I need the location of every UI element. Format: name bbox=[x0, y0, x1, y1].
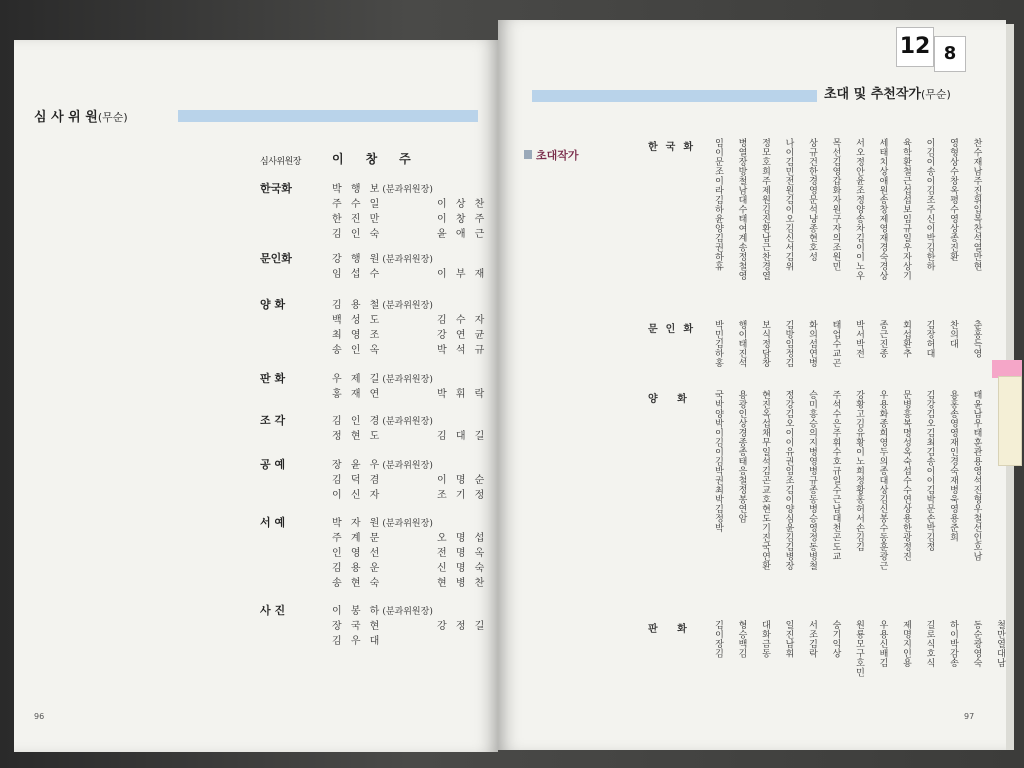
category-marker bbox=[524, 150, 532, 159]
judge-name: 오 명 섭 bbox=[437, 533, 488, 544]
section-label: 서 예 bbox=[260, 516, 286, 529]
judge-row bbox=[332, 486, 487, 501]
artist-column: 찬의대 bbox=[948, 320, 958, 349]
judge-row bbox=[332, 370, 433, 385]
judge-row bbox=[332, 559, 487, 574]
artist-column: 나이김민전원김이오김신서김위 bbox=[783, 138, 794, 271]
judge-name: 최 영 조 bbox=[332, 330, 383, 341]
genre-label: 한국화 bbox=[648, 142, 701, 153]
artists-header-bar bbox=[532, 90, 817, 102]
artist-column: 우용신배김 bbox=[877, 620, 888, 668]
judge-name: 박 자 원 bbox=[332, 518, 383, 529]
judge-role-note: (분과위원장) bbox=[382, 519, 433, 529]
artist-column: 숭기익상 bbox=[830, 620, 841, 658]
left-page bbox=[14, 40, 498, 752]
artist-column: 행이태진석 bbox=[736, 320, 747, 368]
judge-name: 송 현 숙 bbox=[332, 578, 383, 589]
artist-column: 임이문조이라김하윤양김권하휴 bbox=[713, 138, 723, 271]
judge-name: 김 인 숙 bbox=[332, 229, 383, 240]
chief-judge-name: 이창주 bbox=[332, 152, 433, 166]
judge-row bbox=[332, 456, 433, 471]
judge-row bbox=[332, 529, 487, 544]
judge-row bbox=[332, 574, 487, 589]
judge-role-note: (분과위원장) bbox=[382, 301, 433, 311]
artist-column: 형승백김 bbox=[736, 620, 747, 658]
judge-row bbox=[332, 544, 487, 559]
judge-row bbox=[332, 210, 487, 225]
artist-column: 철만열대남 bbox=[995, 620, 1005, 668]
artists-title-note: (무순) bbox=[920, 88, 951, 101]
judge-name: 김 인 경 bbox=[332, 416, 383, 427]
judge-name: 강 정 길 bbox=[437, 621, 488, 632]
artist-column: 박민김하홍 bbox=[713, 320, 723, 368]
judge-role-note: (분과위원장) bbox=[382, 185, 433, 195]
artist-column: 대화금동 bbox=[760, 620, 770, 658]
paper-tab-flag bbox=[998, 376, 1022, 466]
section-label: 사 진 bbox=[260, 604, 286, 617]
judge-name: 이 상 찬 bbox=[437, 199, 488, 210]
judge-name: 장 윤 우 bbox=[332, 460, 383, 471]
artist-column: 보식정담창 bbox=[760, 320, 770, 368]
judge-name: 홍 재 연 bbox=[332, 389, 383, 400]
judge-row bbox=[332, 602, 433, 617]
artist-column: 용광인상경종종태응철정봉연암 bbox=[736, 390, 747, 523]
judge-name: 김 수 자 bbox=[437, 315, 488, 326]
artist-column: 종근진종 bbox=[877, 320, 888, 358]
judge-name: 조 기 정 bbox=[437, 490, 488, 501]
genre-label: 양 화 bbox=[648, 394, 695, 405]
judge-row bbox=[332, 250, 433, 265]
artist-column: 일진남휘 bbox=[783, 620, 794, 658]
judge-row bbox=[332, 341, 487, 356]
judge-name: 주 수 일 bbox=[332, 199, 383, 210]
artist-column: 우용화종희영두의종대상김신봉수동훈광근 bbox=[877, 390, 888, 571]
judge-name: 이 명 순 bbox=[437, 475, 488, 486]
judge-name: 현 병 찬 bbox=[437, 578, 488, 589]
judge-name: 백 성 도 bbox=[332, 315, 383, 326]
sticker-number-2: 8 bbox=[934, 36, 966, 72]
artist-column: 박서박전 bbox=[854, 320, 864, 358]
judge-name: 정 현 도 bbox=[332, 431, 383, 442]
artist-column: 찬수재남주진휘입복찬석열만현 bbox=[971, 138, 982, 271]
judge-name: 인 영 선 bbox=[332, 548, 383, 559]
judge-name: 김 덕 겸 bbox=[332, 475, 383, 486]
judge-role-note: (분과위원장) bbox=[382, 607, 433, 617]
judge-name: 박 석 규 bbox=[437, 345, 488, 356]
artist-column: 화의섬연병 bbox=[807, 320, 817, 368]
judge-row bbox=[332, 514, 433, 529]
artist-column: 병열장방철남대수태여계송정철영 bbox=[736, 138, 747, 281]
artist-column: 김강김오김최김송이이김박문손박김정 bbox=[924, 390, 935, 552]
artists-title bbox=[824, 83, 951, 102]
judge-name: 이 봉 하 bbox=[332, 606, 383, 617]
judge-row bbox=[332, 385, 487, 400]
judge-name: 박 행 보 bbox=[332, 184, 383, 195]
artist-column: 춘홍득영 bbox=[971, 320, 982, 358]
judge-role-note: (분과위원장) bbox=[382, 375, 433, 385]
artist-column: 문병흥복명성옥숙섭수수연상용한광정진 bbox=[901, 390, 911, 561]
judge-row bbox=[332, 195, 487, 210]
judge-row bbox=[332, 326, 487, 341]
judges-title-text: 심 사 위 원 bbox=[34, 110, 98, 125]
section-label: 한국화 bbox=[260, 182, 292, 195]
section-label: 판 화 bbox=[260, 372, 286, 385]
page-number-right: 97 bbox=[964, 712, 975, 721]
artist-column: 김방임정김 bbox=[783, 320, 794, 368]
judge-name: 전 명 옥 bbox=[437, 548, 488, 559]
judges-header-bar bbox=[178, 110, 478, 122]
artist-column: 승미흥승의지병영병규종동병승영정동병철 bbox=[807, 390, 817, 571]
judge-row bbox=[332, 311, 487, 326]
judge-name: 강 행 원 bbox=[332, 254, 383, 265]
genre-label: 판 화 bbox=[648, 624, 695, 635]
section-label: 조 각 bbox=[260, 414, 286, 427]
judge-name: 송 인 옥 bbox=[332, 345, 383, 356]
genre-label: 문인화 bbox=[648, 324, 701, 335]
judge-role-note: (분과위원장) bbox=[382, 461, 433, 471]
artist-column: 동순광영숙 bbox=[971, 620, 982, 668]
artist-column: 길로식호식 bbox=[924, 620, 935, 668]
section-label: 문인화 bbox=[260, 252, 292, 265]
artist-column: 육학환철근섭섭보임규일우자상기 bbox=[901, 138, 911, 281]
judge-row bbox=[332, 412, 433, 427]
judge-row bbox=[332, 225, 487, 240]
judge-name: 윤 애 근 bbox=[437, 229, 488, 240]
artist-column: 국박양박이김이김박권최박김정박 bbox=[713, 390, 723, 533]
artist-column: 세태치상애원송창제영재경숙경상 bbox=[877, 138, 888, 281]
judge-row bbox=[332, 296, 433, 311]
judge-name: 김 용 운 bbox=[332, 563, 383, 574]
artist-column: 이김이송이김조주신이박김한하 bbox=[924, 138, 935, 271]
artists-title-text: 초대 및 추천작가 bbox=[824, 87, 921, 102]
judges-title-note: (무순) bbox=[97, 111, 128, 124]
artist-column: 정강김오이이유권임조김이양심윤김김병장 bbox=[783, 390, 794, 571]
judge-row bbox=[332, 632, 437, 647]
judge-name: 신 명 숙 bbox=[437, 563, 488, 574]
judge-name: 김 우 대 bbox=[332, 636, 383, 647]
page-number-left: 96 bbox=[34, 712, 45, 721]
artist-column: 강황고김유황이노희정황홍허서손김김 bbox=[854, 390, 864, 552]
sticker-number-1: 12 bbox=[896, 27, 934, 67]
artist-column: 태윤남우태훈관용영석진형우철선인호남 bbox=[971, 390, 982, 561]
artist-column: 영형상수창옥평수영상종진환 bbox=[948, 138, 958, 262]
artist-column: 주석수은주휘수호규일수근남대천곤도교 bbox=[830, 390, 841, 561]
judge-name: 박 휘 락 bbox=[437, 389, 488, 400]
judge-name: 김 대 길 bbox=[437, 431, 488, 442]
judge-name: 이 신 자 bbox=[332, 490, 383, 501]
artist-column: 목선김영갑화자원구자의조원민 bbox=[830, 138, 841, 271]
artist-column: 태업수교곤 bbox=[830, 320, 841, 368]
judge-name: 한 진 만 bbox=[332, 214, 383, 225]
judge-role-note: (분과위원장) bbox=[382, 255, 433, 265]
judge-row bbox=[332, 617, 487, 632]
judge-row bbox=[332, 265, 487, 280]
artist-column: 회섭환추 bbox=[901, 320, 911, 358]
judges-title bbox=[34, 106, 128, 125]
artist-column: 김이장김 bbox=[713, 620, 723, 658]
judge-name: 김 용 철 bbox=[332, 300, 383, 311]
artist-column: 정모호희주제원김진환남근찬경열 bbox=[760, 138, 770, 281]
judge-role-note: (분과위원장) bbox=[382, 417, 433, 427]
judge-row bbox=[332, 471, 487, 486]
artist-column: 원룡모구호민 bbox=[854, 620, 864, 677]
section-label: 공 예 bbox=[260, 458, 286, 471]
category-title: 초대작가 bbox=[536, 149, 579, 162]
artist-column: 서오정안윤조정양송차김이이노우 bbox=[854, 138, 864, 281]
artist-column: 서조김락 bbox=[807, 620, 817, 658]
artist-column: 제명지인용 bbox=[901, 620, 911, 668]
judge-name: 우 제 길 bbox=[332, 374, 383, 385]
artist-column: 상규건한경영문석냥종현호성 bbox=[807, 138, 817, 262]
judge-name: 주 계 문 bbox=[332, 533, 383, 544]
judge-row bbox=[332, 180, 433, 195]
right-page bbox=[498, 20, 1006, 750]
artist-column: 김장허대 bbox=[924, 320, 935, 358]
judge-name: 이 부 재 bbox=[437, 269, 488, 280]
artist-column: 용홍송영영재인경숙재병욱영용준희 bbox=[948, 390, 958, 542]
judge-name: 임 섭 수 bbox=[332, 269, 383, 280]
judge-name: 장 국 현 bbox=[332, 621, 383, 632]
section-label: 양 화 bbox=[260, 298, 286, 311]
artist-column: 하이박감송 bbox=[948, 620, 958, 668]
chief-judge-label: 심사위원장 bbox=[260, 157, 301, 167]
artist-column: 현진옥섭채무일석김곤교호현도기진국연환 bbox=[760, 390, 770, 571]
judge-name: 강 연 균 bbox=[437, 330, 488, 341]
judge-row bbox=[332, 427, 487, 442]
judge-name: 이 창 주 bbox=[437, 214, 488, 225]
